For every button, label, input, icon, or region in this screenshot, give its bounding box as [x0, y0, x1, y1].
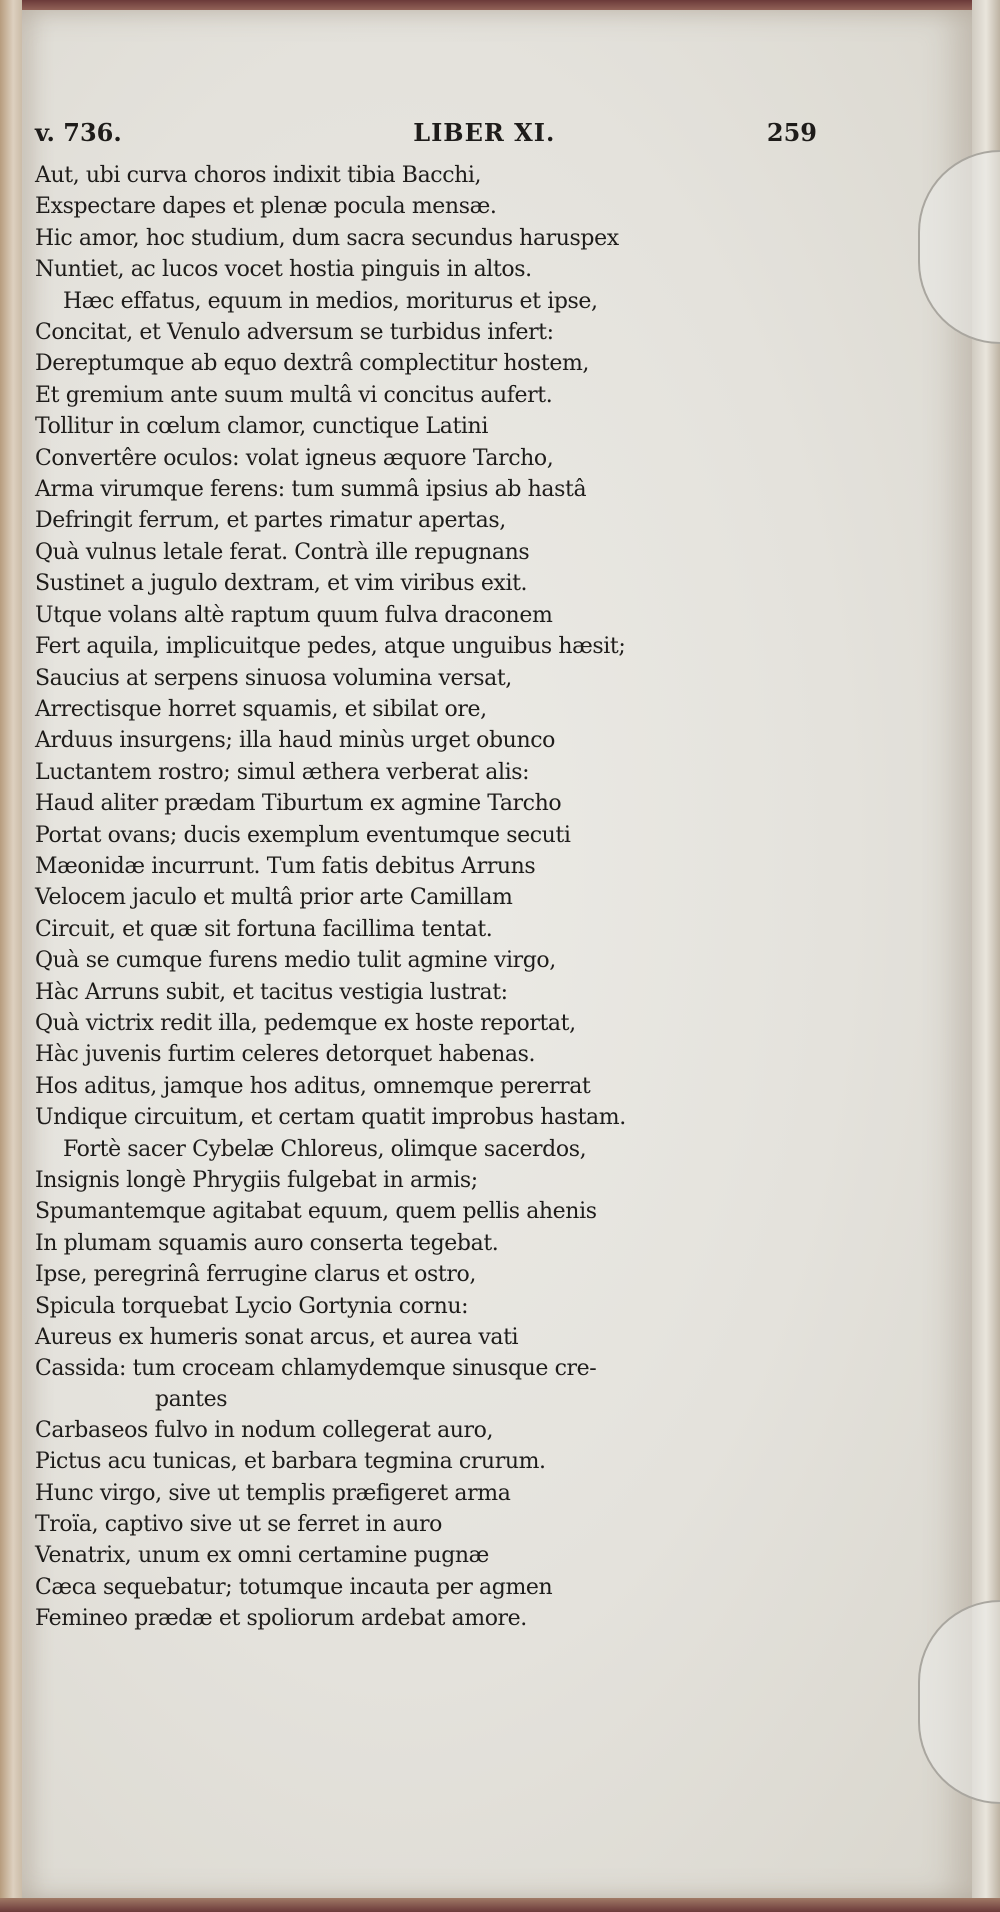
verse-reference: v. 736. [35, 118, 122, 147]
verse-line: Tollitur in cœlum clamor, cunctique Latini [35, 414, 488, 440]
verse-line: Fortè sacer Cybelæ Chloreus, olimque sacerdos, [63, 1136, 587, 1162]
verse-line: Fert aquila, implicuitque pedes, atque unguibus hæsit; [35, 634, 626, 660]
verse-line: Velocem jaculo et multâ prior arte Camillam [35, 885, 513, 911]
verse-line: Sustinet a jugulo dextram, et vim viribus exit. [35, 571, 528, 597]
verse-line: Aut, ubi curva choros indixit tibia Bacchi, [35, 163, 482, 188]
verse-line: Hos aditus, jamque hos aditus, omnemque pererrat [35, 1073, 591, 1099]
verse-line: Haud aliter prædam Tiburtum ex agmine Tarcho [35, 791, 562, 817]
verse-line: Hæc effatus, equum in medios, moriturus et ipse, [63, 288, 598, 314]
verse-line: Spicula torquebat Lycio Gortynia cornu: [35, 1293, 469, 1319]
verse-line: Utque volans altè raptum quum fulva draconem [35, 602, 553, 628]
verse-line: Arma virumque ferens: tum summâ ipsius ab hastâ [35, 477, 587, 503]
verse-line: Portat ovans; ducis exemplum eventumque secuti [35, 822, 571, 848]
verse-line: Pictus acu tunicas, et barbara tegmina crurum. [35, 1449, 546, 1475]
book-cover-bottom-edge [0, 1898, 1000, 1912]
verse-line: Quà se cumque furens medio tulit agmine virgo, [35, 948, 556, 974]
running-header [35, 118, 815, 158]
verse-lines [35, 160, 815, 1635]
verse-line: Aureus ex humeris sonat arcus, et aurea vati [35, 1325, 519, 1351]
verse-line: Quà vulnus letale ferat. Contrà ille repugnans [35, 539, 530, 565]
verse-line: Ipse, peregrinâ ferrugine clarus et ostro, [35, 1262, 476, 1288]
verse-line: Nuntiet, ac lucos vocet hostia pinguis in altos. [35, 257, 532, 283]
verse-line: Quà victrix redit illa, pedemque ex hoste reportat, [35, 1010, 576, 1036]
verse-line: Mæonidæ incurrunt. Tum fatis debitus Arruns [35, 853, 536, 879]
text-block [35, 118, 815, 1635]
verse-line: Dereptumque ab equo dextrâ complectitur hostem, [35, 351, 589, 377]
verse-line: Hunc virgo, sive ut templis præfigeret arma [35, 1480, 511, 1506]
book-gutter [0, 0, 22, 1912]
page-number: 259 [766, 118, 817, 147]
verse-line: Circuit, et quæ sit fortuna facillima tentat. [35, 916, 493, 942]
verse-line: Troïa, captivo sive ut se ferret in auro [35, 1512, 443, 1538]
verse-line: Concitat, et Venulo adversum se turbidus infert: [35, 320, 554, 346]
verse-line: Arrectisque horret squamis, et sibilat ore, [35, 696, 487, 722]
verse-line: Carbaseos fulvo in nodum collegerat auro, [35, 1417, 494, 1443]
verse-line: In plumam squamis auro conserta tegebat. [35, 1230, 499, 1256]
verse-line: Insignis longè Phrygiis fulgebat in armis; [35, 1168, 478, 1193]
verse-line: Luctantem rostro; simul æthera verberat alis: [35, 759, 530, 785]
verse-line: Femineo prædæ et spoliorum ardebat amore. [35, 1606, 527, 1632]
verse-line: Hàc juvenis furtim celeres detorquet habenas. [35, 1042, 536, 1068]
verse-line: Saucius at serpens sinuosa volumina versat, [35, 665, 512, 691]
verse-line: Defringit ferrum, et partes rimatur apertas, [35, 508, 506, 534]
verse-line: Et gremium ante suum multâ vi concitus aufert. [35, 382, 553, 408]
verse-line: Cassida: tum croceam chlamydemque sinusque cre- [35, 1356, 597, 1382]
verse-line: Spumantemque agitabat equum, quem pellis ahenis [35, 1199, 597, 1225]
running-title: LIBER XI. [413, 118, 556, 147]
verse-line: Exspectare dapes et plenæ pocula mensæ. [35, 194, 497, 220]
verse-line: Convertêre oculos: volat igneus æquore Tarcho, [35, 445, 554, 471]
verse-line: pantes [155, 1386, 228, 1412]
verse-line: Undique circuitum, et certam quatit improbus hastam. [35, 1105, 626, 1131]
verse-line: Hàc Arruns subit, et tacitus vestigia lustrat: [35, 979, 508, 1005]
verse-line: Hic amor, hoc studium, dum sacra secundus haruspex [35, 225, 619, 251]
verse-line: Arduus insurgens; illa haud minùs urget obunco [35, 728, 555, 754]
verse-line: Cæca sequebatur; totumque incauta per agmen [35, 1574, 553, 1600]
verse-line: Venatrix, unum ex omni certamine pugnæ [35, 1543, 489, 1569]
